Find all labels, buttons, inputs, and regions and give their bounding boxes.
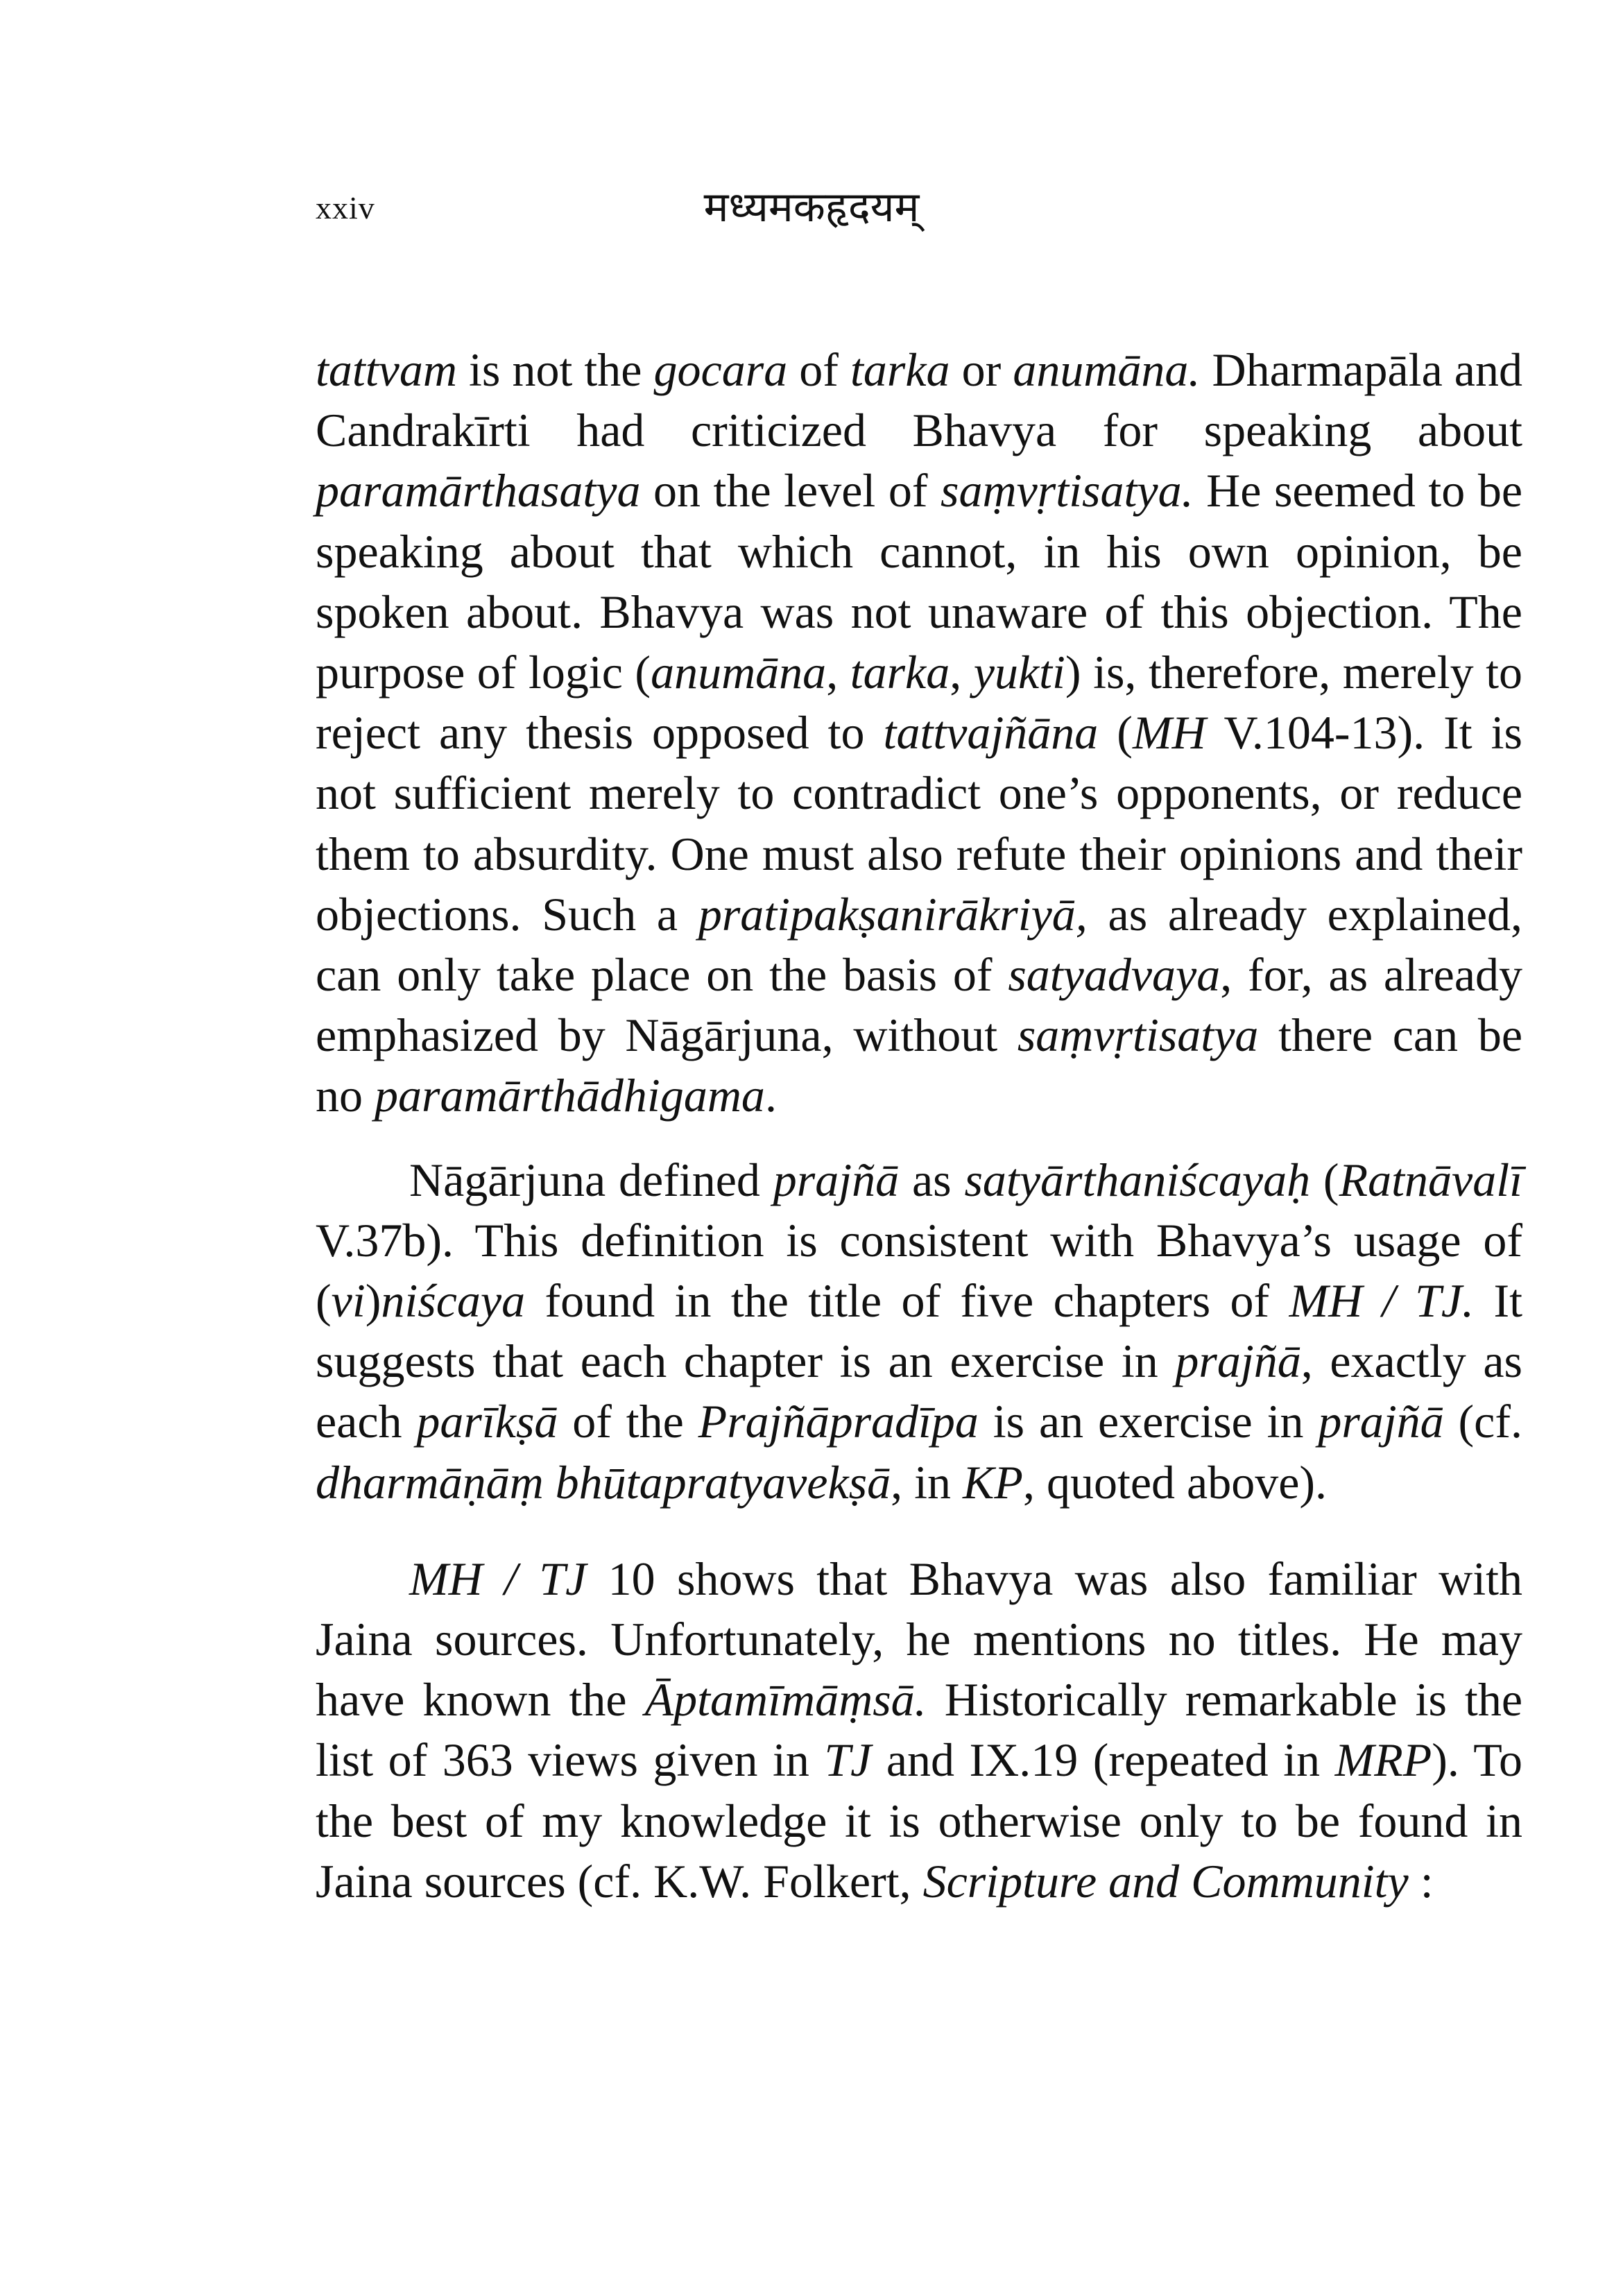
italic-run: MH <box>1132 706 1206 760</box>
italic-run: saṃvṛtisatya. <box>941 464 1194 517</box>
text-run: found in the title of five chapters of <box>525 1274 1289 1328</box>
running-title: मध्यमकहृदयम् <box>703 183 920 232</box>
body-text <box>316 340 1522 1912</box>
text-run: V.104-13). It is not sufficient merely to contradict one’s opponents, or reduce them to absurdity. One must also refute their opinions and their objections. Such a <box>316 706 1522 941</box>
text-run: is an exercise in <box>978 1395 1319 1448</box>
italic-run: vi <box>331 1274 366 1328</box>
italic-run: prajñā <box>773 1153 900 1206</box>
italic-run: Scripture and Community <box>922 1854 1409 1908</box>
text-run: , exactly as each <box>316 1335 1522 1448</box>
text-run: 10 shows that Bhavya was also familiar with Jaina sources. Unfortunately, he mentions no titles. He may have known the <box>316 1552 1522 1727</box>
text-run: ) <box>365 1274 381 1328</box>
italic-run: Āptamīmāṃsā. <box>644 1673 927 1727</box>
italic-run: MH / TJ. <box>1289 1274 1475 1328</box>
paragraph <box>316 1150 1522 1513</box>
text-run: of <box>787 343 850 396</box>
text-run: Historically remarkable is the list of 363 views given in <box>316 1673 1522 1787</box>
italic-run: Ratnāvalī <box>1339 1153 1522 1206</box>
page-number: xxiv <box>316 190 375 225</box>
italic-run: paramārthādhigama <box>375 1069 765 1122</box>
text-run: , for, as already emphasized by Nāgārjuna, without <box>316 948 1523 1062</box>
text-run: , in <box>891 1455 963 1509</box>
italic-run: pratipakṣanirākriyā, <box>698 887 1088 941</box>
italic-run: anumāna. <box>1013 343 1201 396</box>
italic-run: tarka <box>850 646 950 699</box>
italic-run: parīkṣā <box>416 1395 558 1448</box>
text-run: ). To the best of my knowledge it is otherwise only to be found in Jaina sources (cf. K.W. Folkert, <box>316 1733 1522 1908</box>
text-run: , quoted above). <box>1022 1455 1328 1509</box>
text-run: as <box>899 1153 965 1206</box>
italic-run: tarka <box>850 343 950 396</box>
text-run: as already explained, can only take place on the basis of <box>316 887 1522 1002</box>
text-run: , <box>826 646 850 699</box>
italic-run: Prajñāpradīpa <box>698 1395 979 1448</box>
text-run: Dharmapāla and Candrakīrti had criticized Bhavya for speaking about <box>316 343 1522 457</box>
text-run: on the level of <box>640 464 941 517</box>
italic-run: yukti <box>973 646 1065 699</box>
text-run: Nāgārjuna defined <box>409 1153 773 1206</box>
italic-run: tattvam <box>316 343 457 396</box>
italic-run: KP <box>963 1455 1023 1509</box>
text-run: or <box>950 343 1013 396</box>
text-run: of the <box>558 1395 698 1448</box>
text-run: is not the <box>456 343 654 396</box>
paragraph <box>316 1549 1522 1912</box>
italic-run: gocara <box>653 343 788 396</box>
italic-run: prajñā <box>1318 1395 1444 1448</box>
text-run: ) is, therefore, merely to reject any thesis opposed to <box>316 646 1523 760</box>
text-run: , <box>950 646 974 699</box>
paragraph <box>316 340 1522 1126</box>
text-run: ( <box>1098 706 1133 760</box>
italic-run: TJ <box>824 1733 872 1787</box>
running-head <box>0 177 1623 253</box>
italic-run: satyārthaniścayaḥ <box>964 1153 1311 1206</box>
text-run: (cf. <box>1443 1395 1523 1448</box>
italic-run: satyadvaya <box>1008 948 1221 1002</box>
italic-run: saṃvṛtisatya <box>1017 1009 1259 1062</box>
italic-run: MRP <box>1334 1733 1432 1787</box>
text-run: and IX.19 (repeated in <box>871 1733 1335 1787</box>
italic-run: dharmāṇāṃ bhūtapratyavekṣā <box>316 1455 891 1509</box>
text-run: It suggests that each chapter is an exercise in <box>316 1274 1522 1388</box>
italic-run: MH / TJ <box>409 1552 587 1605</box>
text-run: V.37b). This definition is consistent with Bhavya’s usage of ( <box>316 1213 1522 1328</box>
text-run: ( <box>1310 1153 1339 1206</box>
text-run: there can be no <box>316 1009 1522 1122</box>
italic-run: anumāna <box>651 646 827 699</box>
italic-run: niścaya <box>381 1274 526 1328</box>
italic-run: tattvajñāna <box>883 706 1099 760</box>
text-run: : <box>1408 1854 1434 1908</box>
italic-run: prajñā <box>1175 1335 1301 1388</box>
text-run: He seemed to be speaking about that which cannot, in his own opinion, be spoken about. Bhavya was not unaware of this objection. The purpose of logic ( <box>316 464 1522 699</box>
italic-run: paramārthasatya <box>316 464 641 517</box>
text-run: . <box>764 1069 777 1122</box>
